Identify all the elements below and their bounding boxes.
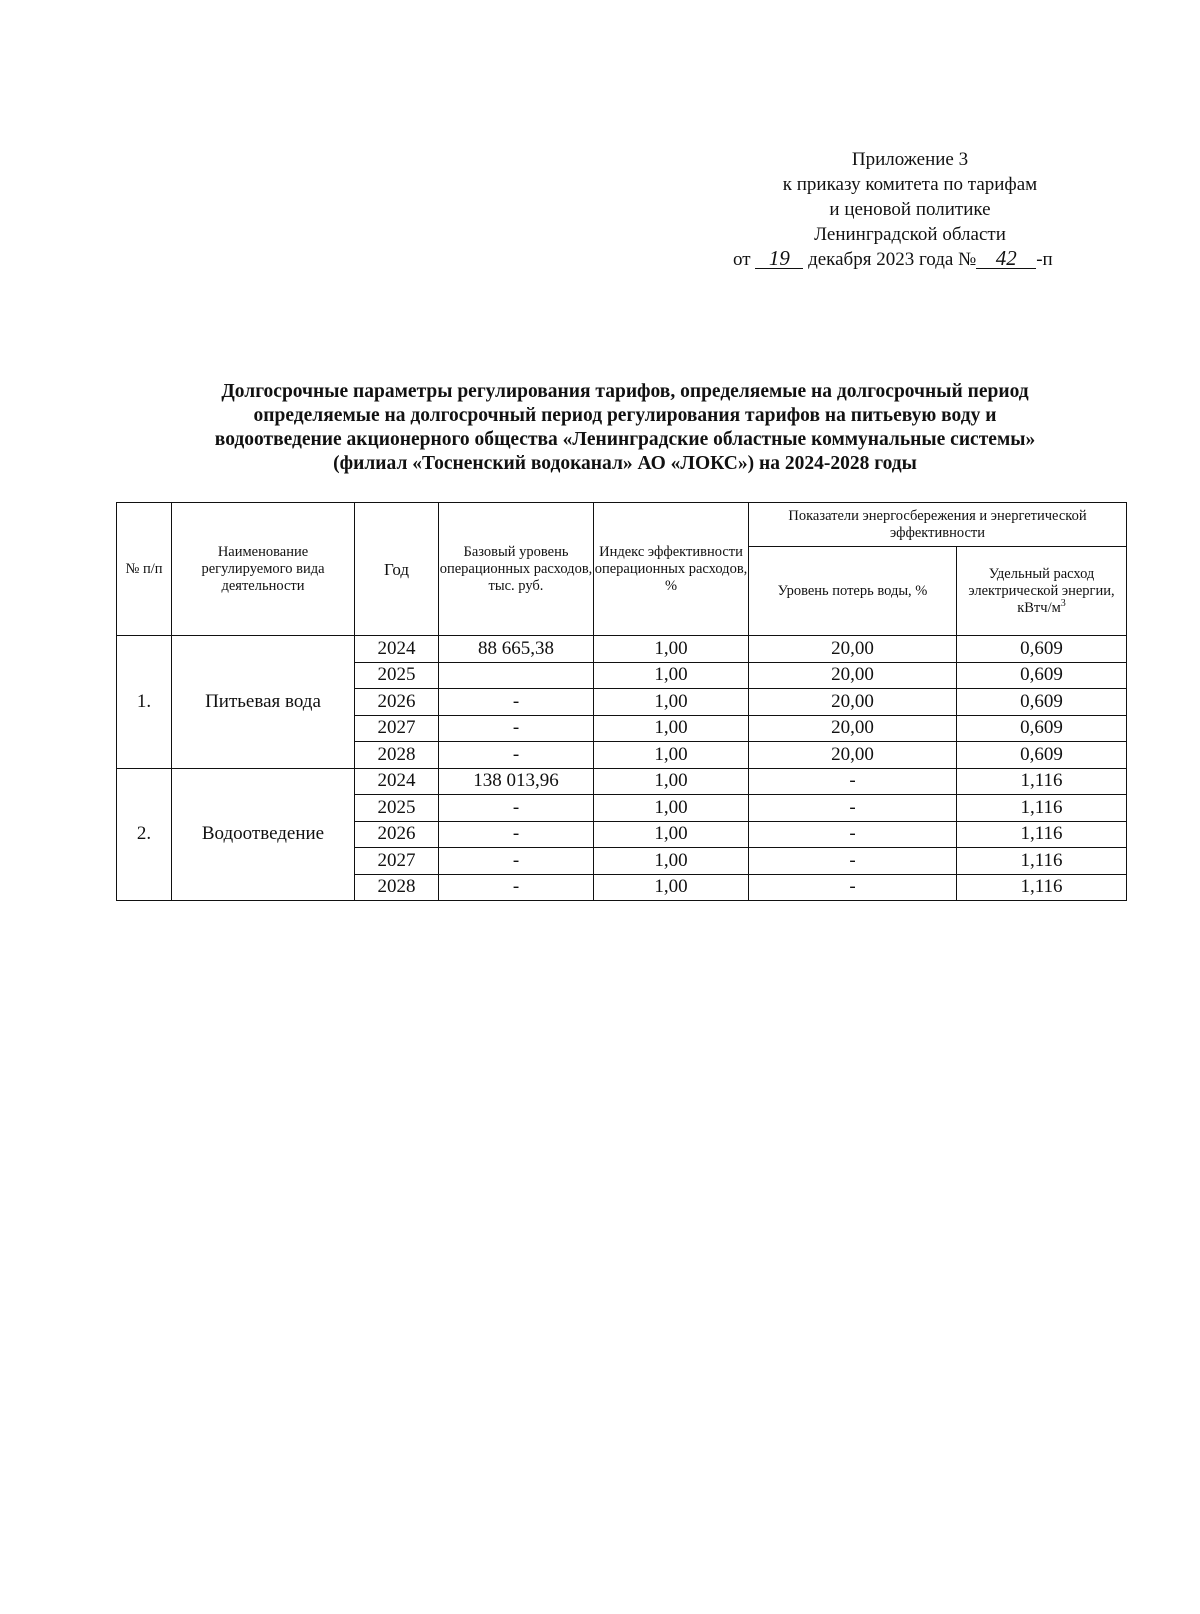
cell-water-loss: 20,00 <box>749 636 957 663</box>
cell-base-opex: - <box>439 821 594 848</box>
header-energy-group: Показатели энергосбережения и энергетической эффективности <box>749 503 1127 547</box>
cell-efficiency-index: 1,00 <box>594 795 749 822</box>
order-number-handwritten: 42 <box>976 248 1036 269</box>
cell-year: 2025 <box>355 662 439 689</box>
cell-year: 2024 <box>355 768 439 795</box>
header-activity: Наименование регулируемого вида деятельности <box>172 503 355 636</box>
cell-base-opex: 138 013,96 <box>439 768 594 795</box>
header-water-loss: Уровень потерь воды, % <box>749 547 957 636</box>
cell-efficiency-index: 1,00 <box>594 874 749 901</box>
cell-year: 2028 <box>355 874 439 901</box>
appendix-block <box>700 147 1120 272</box>
header-efficiency-index: Индекс эффективности операционных расходов, % <box>594 503 749 636</box>
document-title <box>110 380 1140 476</box>
cell-year: 2026 <box>355 689 439 716</box>
appendix-label: Приложение 3 <box>851 149 969 170</box>
cell-electricity: 1,116 <box>957 795 1127 822</box>
header-year: Год <box>355 503 439 636</box>
cell-water-loss: 20,00 <box>749 689 957 716</box>
cell-efficiency-index: 1,00 <box>594 742 749 769</box>
cell-num: 2. <box>117 768 172 901</box>
order-suffix: -п <box>1036 249 1053 270</box>
header-electricity <box>957 547 1127 636</box>
cell-electricity: 1,116 <box>957 768 1127 795</box>
header-num: № п/п <box>117 503 172 636</box>
title-line: Долгосрочные параметры регулирования тарифов, определяемые на долгосрочный период <box>221 381 1029 402</box>
cell-water-loss: 20,00 <box>749 662 957 689</box>
cell-electricity: 0,609 <box>957 662 1127 689</box>
table-row <box>117 768 1127 795</box>
cell-water-loss: - <box>749 848 957 875</box>
order-date-line <box>700 247 1120 272</box>
cell-efficiency-index: 1,00 <box>594 636 749 663</box>
cell-base-opex: - <box>439 715 594 742</box>
table-row <box>117 636 1127 663</box>
header-base-opex: Базовый уровень операционных расходов, тыс. руб. <box>439 503 594 636</box>
cell-electricity: 1,116 <box>957 821 1127 848</box>
cell-year: 2026 <box>355 821 439 848</box>
cell-base-opex: - <box>439 742 594 769</box>
cell-activity: Питьевая вода <box>172 636 355 769</box>
cell-year: 2025 <box>355 795 439 822</box>
cell-water-loss: - <box>749 874 957 901</box>
cell-water-loss: 20,00 <box>749 742 957 769</box>
cell-water-loss: - <box>749 795 957 822</box>
cell-base-opex: - <box>439 795 594 822</box>
cell-base-opex <box>439 662 594 689</box>
cell-year: 2027 <box>355 715 439 742</box>
cell-electricity: 1,116 <box>957 848 1127 875</box>
appendix-region: Ленинградской области <box>814 224 1006 245</box>
appendix-order-ref: к приказу комитета по тарифам <box>782 174 1038 195</box>
cell-base-opex: - <box>439 848 594 875</box>
cell-num: 1. <box>117 636 172 769</box>
cell-electricity: 0,609 <box>957 689 1127 716</box>
table-header <box>117 503 1127 636</box>
title-line: (филиал «Тосненский водоканал» АО «ЛОКС») на 2024-2028 годы <box>333 453 917 474</box>
title-line: водоотведение акционерного общества «Ленинградские областные коммунальные системы» <box>214 429 1036 450</box>
cell-electricity: 0,609 <box>957 715 1127 742</box>
cell-year: 2024 <box>355 636 439 663</box>
cell-water-loss: - <box>749 821 957 848</box>
header-electricity-sup: 3 <box>1060 597 1066 609</box>
cell-year: 2028 <box>355 742 439 769</box>
appendix-committee: и ценовой политике <box>829 199 991 220</box>
cell-year: 2027 <box>355 848 439 875</box>
cell-efficiency-index: 1,00 <box>594 848 749 875</box>
table-body <box>117 636 1127 901</box>
parameters-table <box>116 502 1127 901</box>
cell-efficiency-index: 1,00 <box>594 768 749 795</box>
cell-electricity: 1,116 <box>957 874 1127 901</box>
cell-water-loss: - <box>749 768 957 795</box>
cell-base-opex: - <box>439 689 594 716</box>
header-electricity-label: Удельный расход электрической энергии, кВтч/м <box>968 565 1115 616</box>
cell-base-opex: - <box>439 874 594 901</box>
cell-electricity: 0,609 <box>957 636 1127 663</box>
title-line: определяемые на долгосрочный период регулирования тарифов на питьевую воду и <box>253 405 997 426</box>
cell-electricity: 0,609 <box>957 742 1127 769</box>
date-rest: декабря 2023 года № <box>808 249 977 270</box>
cell-efficiency-index: 1,00 <box>594 689 749 716</box>
cell-efficiency-index: 1,00 <box>594 821 749 848</box>
cell-base-opex: 88 665,38 <box>439 636 594 663</box>
date-prefix: от <box>733 249 751 270</box>
cell-efficiency-index: 1,00 <box>594 662 749 689</box>
date-day-handwritten: 19 <box>755 248 803 269</box>
cell-water-loss: 20,00 <box>749 715 957 742</box>
cell-activity: Водоотведение <box>172 768 355 901</box>
cell-efficiency-index: 1,00 <box>594 715 749 742</box>
